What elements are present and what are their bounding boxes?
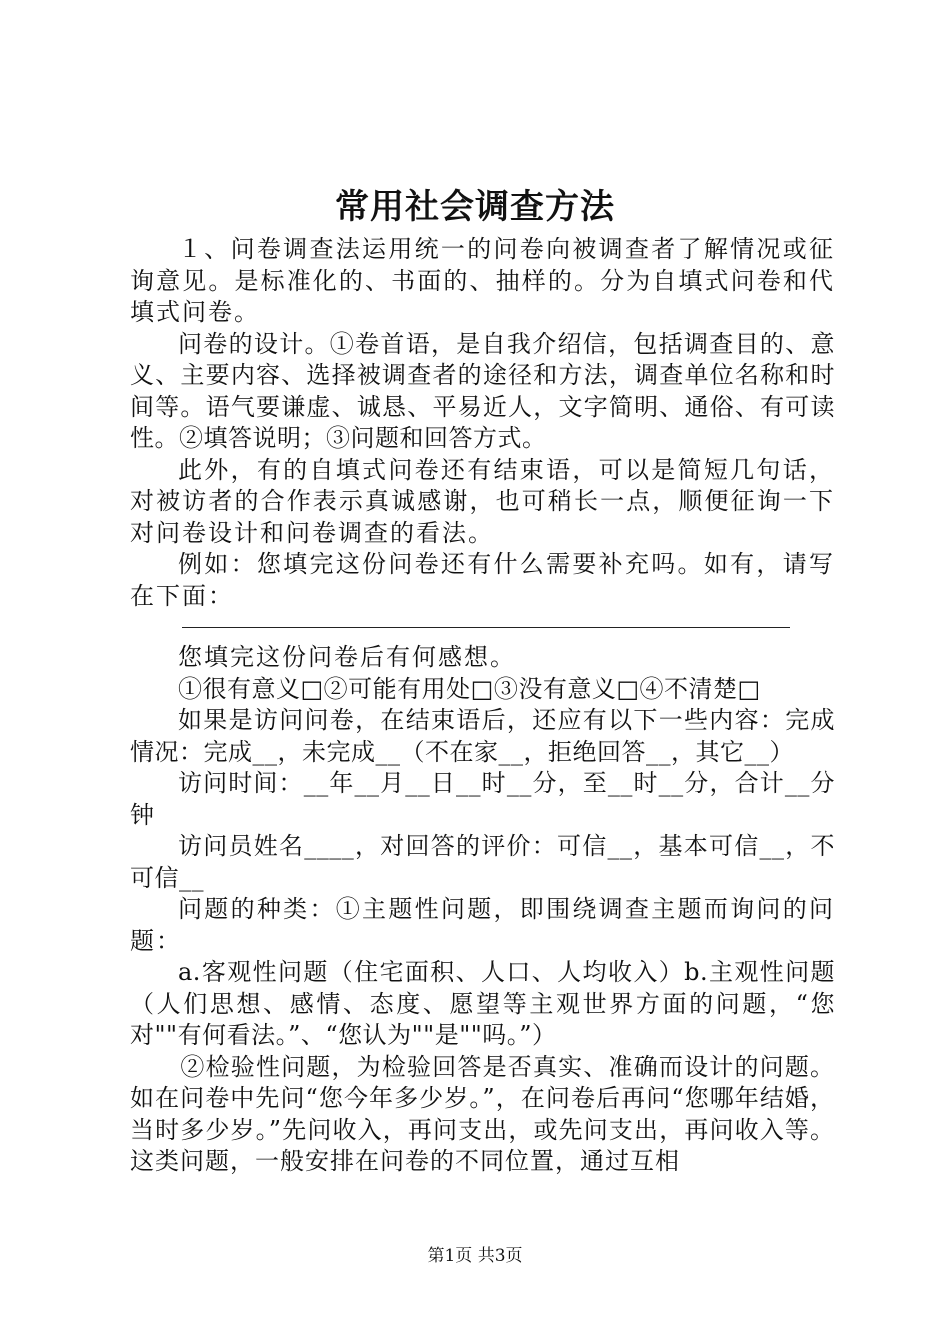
paragraph-example: 例如：您填完这份问卷还有什么需要补充吗。如有，请写在下面： [130, 550, 835, 610]
paragraph-answer-options: ①很有意义□②可能有用处□③没有意义□④不清楚□ [178, 674, 761, 703]
page-footer: 第1页 共3页 [427, 1246, 523, 1266]
paragraph-objective-subjective: a.客观性问题（住宅面积、人口、人均收入）b.主观性问题（人们思想、感情、态度、愿望等主观世界方面的问题，“您对""有何看法。”、“您认为""是""吗。”） [130, 958, 835, 1049]
paragraph-feeling-question: 您填完这份问卷后有何感想。 [178, 643, 516, 671]
paragraph-interview-status: 如果是访问问卷，在结束语后，还应有以下一些内容：完成情况：完成__，未完成__（不在家__，拒绝回答__，其它__） [130, 706, 835, 766]
fill-line-bar [182, 627, 790, 628]
paragraph-interview-time: 访问时间：__年__月__日__时__分，至__时__分，合计__分钟 [130, 769, 835, 829]
answer-fill-line [182, 612, 835, 642]
paragraph-question-types: 问题的种类：①主题性问题，即围绕调查主题而询问的问题： [130, 895, 835, 955]
document-body [130, 234, 835, 1178]
paragraph-verification-questions: ②检验性问题，为检验回答是否真实、准确而设计的问题。如在问卷中先问“您今年多少岁。”，在问卷后再问“您哪年结婚，当时多少岁。”先问收入，再问支出，或先问支出，再问收入等。这类问题，一般安排在问卷的不同位置，通过互相 [130, 1052, 835, 1175]
paragraph-interviewer-name: 访问员姓名____，对回答的评价：可信__，基本可信__，不可信__ [130, 832, 835, 892]
document-title: 常用社会调查方法 [335, 187, 615, 227]
paragraph-closing-remarks: 此外，有的自填式问卷还有结束语，可以是简短几句话，对被访者的合作表示真诚感谢，也可稍长一点，顺便征询一下对问卷设计和问卷调查的看法。 [130, 455, 835, 547]
paragraph-questionnaire-design: 问卷的设计。①卷首语，是自我介绍信，包括调查目的、意义、主要内容、选择被调查者的途径和方法，调查单位名称和时间等。语气要谦虚、诚恳、平易近人，文字简明、通俗、有可读性。②填答说明；③问题和回答方式。 [130, 329, 835, 452]
paragraph-questionnaire-method: １、问卷调查法运用统一的问卷向被调查者了解情况或征询意见。是标准化的、书面的、抽样的。分为自填式问卷和代填式问卷。 [130, 235, 835, 326]
